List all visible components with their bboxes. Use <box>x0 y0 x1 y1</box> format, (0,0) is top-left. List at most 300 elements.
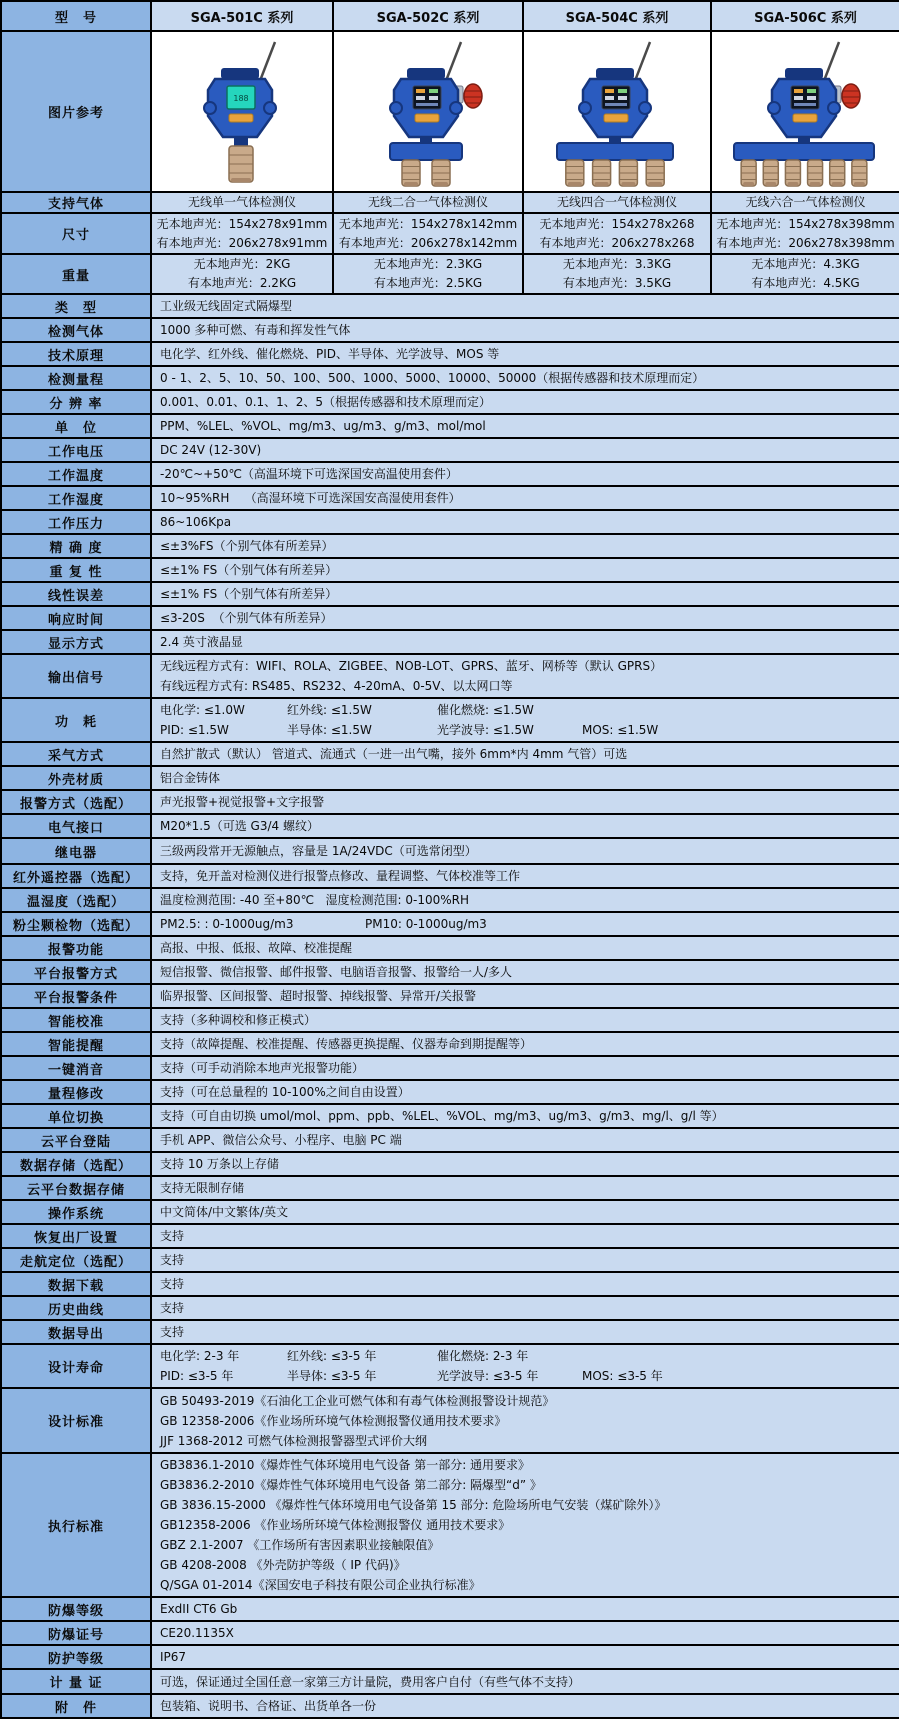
spec-value-line: 支持（多种调校和修正模式） <box>160 1013 317 1027</box>
spec-value-line: DC 24V (12-30V) <box>160 443 262 457</box>
row-label: 重量 <box>1 254 151 294</box>
spec-value-cell <box>333 192 523 213</box>
spec-value-cell <box>151 582 899 606</box>
sensor-cylinder-icon <box>619 160 637 186</box>
row-label: 设计寿命 <box>1 1344 151 1388</box>
spec-value-cell <box>151 1176 899 1200</box>
spec-value-cell <box>151 1669 899 1694</box>
row-label: 工作电压 <box>1 438 151 462</box>
spec-value-line: 1000 多种可燃、有毒和挥发性气体 <box>160 323 351 337</box>
row-label: 平台报警方式 <box>1 960 151 984</box>
spec-value-line: 有本地声光：206x278x398mm <box>716 235 895 250</box>
row-label: 操作系统 <box>1 1200 151 1224</box>
spec-value-line: GB3836.1-2010《爆炸性气体环境用电气设备 第一部分: 通用要求》 <box>160 1458 531 1472</box>
product-image-cell <box>523 31 711 192</box>
table-row <box>1 1597 899 1621</box>
spec-value-line: GB 4208-2008 《外壳防护等级（ IP 代码)》 <box>160 1558 406 1572</box>
spec-value-cell <box>151 742 899 766</box>
spec-value-line: ≤±1% FS（个别气体有所差异） <box>160 563 338 577</box>
table-row <box>1 213 899 254</box>
spec-value-line: 支持，免开盖对检测仪进行报警点修改、量程调整、气体校准等工作 <box>160 869 521 883</box>
spec-value-cell <box>151 912 899 936</box>
row-label: 采气方式 <box>1 742 151 766</box>
table-row <box>1 864 899 888</box>
spec-value-line: 无线远程方式有：WIFI、ROLA、ZIGBEE、NOB-LOT、GPRS、蓝牙、网桥等（默认 GPRS） <box>160 659 663 673</box>
manifold <box>390 143 462 160</box>
spec-value-line: 无本地声光：2KG <box>193 257 291 271</box>
table-row <box>1 936 899 960</box>
row-label: 重 复 性 <box>1 558 151 582</box>
spec-value-segment: PID: ≤1.5W <box>160 723 229 737</box>
table-row <box>1 814 899 838</box>
spec-value-line: 包装箱、说明书、合格证、出货单各一份 <box>160 1699 377 1713</box>
table-row <box>1 1128 899 1152</box>
spec-value-cell <box>151 462 899 486</box>
model-header: SGA-506C 系列 <box>711 1 899 31</box>
table-row <box>1 31 899 192</box>
spec-value-segment: 光学波导: ≤3-5 年 <box>437 1369 539 1383</box>
wireless-4in1-gas-detector-image <box>529 36 705 188</box>
spec-value-line: 支持（可自由切换 umol/mol、ppm、ppb、%LEL、%VOL、mg/m3、ug/m3、g/m3、mg/l、g/l 等） <box>160 1109 724 1123</box>
spec-value-cell <box>151 654 899 698</box>
spec-value-cell <box>151 254 333 294</box>
row-label: 历史曲线 <box>1 1296 151 1320</box>
spec-value-cell <box>523 213 711 254</box>
table-row <box>1 1176 899 1200</box>
table-row <box>1 1645 899 1669</box>
spec-value-line <box>160 914 899 934</box>
spec-value-cell <box>151 414 899 438</box>
spec-value-cell <box>151 192 333 213</box>
spec-value-cell <box>151 698 899 742</box>
spec-value-line: 支持（可在总量程的 10-100%之间自由设置） <box>160 1085 410 1099</box>
spec-value-line: 无本地声光：154x278x398mm <box>716 216 895 231</box>
spec-value-cell <box>151 1296 899 1320</box>
row-label: 红外遥控器（选配） <box>1 864 151 888</box>
table-row <box>1 254 899 294</box>
table-row <box>1 438 899 462</box>
model-header: SGA-504C 系列 <box>523 1 711 31</box>
product-image-cell <box>151 31 333 192</box>
spec-value-line: 无本地声光：154x278x142mm <box>338 216 518 231</box>
row-label: 防护等级 <box>1 1645 151 1669</box>
row-label: 分 辨 率 <box>1 390 151 414</box>
table-row <box>1 462 899 486</box>
row-label: 单位切换 <box>1 1104 151 1128</box>
table-row <box>1 630 899 654</box>
model-header: SGA-502C 系列 <box>333 1 523 31</box>
spec-value-line: 有本地声光：2.5KG <box>373 276 483 290</box>
table-row <box>1 510 899 534</box>
spec-value-line: 高报、中报、低报、故障、校准提醒 <box>160 941 353 955</box>
row-label: 尺寸 <box>1 213 151 254</box>
spec-value-cell <box>151 1200 899 1224</box>
spec-value-line: 自然扩散式（默认） 管道式、流通式（一进一出气嘴，接外 6mm*内 4mm 气管）可选 <box>160 747 628 761</box>
spec-value-segment: 催化燃烧: ≤1.5W <box>437 703 534 717</box>
table-row <box>1 1272 899 1296</box>
row-label: 走航定位（选配） <box>1 1248 151 1272</box>
spec-value-line: 无线六合一气体检测仪 <box>745 195 866 209</box>
spec-value-line: 支持无限制存储 <box>160 1181 245 1195</box>
table-row <box>1 294 899 318</box>
table-row <box>1 1008 899 1032</box>
spec-value-segment: 催化燃烧: 2-3 年 <box>437 1349 529 1363</box>
row-label: 防爆证号 <box>1 1621 151 1645</box>
table-row <box>1 1152 899 1176</box>
row-label: 单 位 <box>1 414 151 438</box>
spec-value-line: 2.4 英寸液晶显 <box>160 635 243 649</box>
row-label: 数据下载 <box>1 1272 151 1296</box>
row-label: 数据导出 <box>1 1320 151 1344</box>
row-label: 电气接口 <box>1 814 151 838</box>
spec-value-line: 三级两段常开无源触点，容量是 1A/24VDC（可选常闭型） <box>160 844 477 858</box>
table-row <box>1 838 899 864</box>
table-row <box>1 366 899 390</box>
row-label: 继电器 <box>1 838 151 864</box>
spec-value-line <box>160 1366 899 1386</box>
row-label: 报警方式（选配） <box>1 790 151 814</box>
spec-value-line: 支持（故障提醒、校准提醒、传感器更换提醒、仪器寿命到期提醒等） <box>160 1037 533 1051</box>
spec-value-cell <box>151 366 899 390</box>
spec-value-segment: PM10: 0-1000ug/m3 <box>365 917 487 931</box>
spec-value-line: 无线二合一气体检测仪 <box>367 195 488 209</box>
spec-value-line: 支持（可手动消除本地声光报警功能） <box>160 1061 365 1075</box>
row-label: 量程修改 <box>1 1080 151 1104</box>
spec-value-cell <box>151 1080 899 1104</box>
table-row <box>1 912 899 936</box>
spec-value-line: 声光报警+视觉报警+文字报警 <box>160 795 325 809</box>
spec-value-line: 86~106Kpa <box>160 515 232 529</box>
spec-value-line: JJF 1368-2012 可燃气体检测报警器型式评价大纲 <box>160 1433 428 1448</box>
row-label: 响应时间 <box>1 606 151 630</box>
spec-value-line: 0.001、0.01、0.1、1、2、5（根据传感器和技术原理而定） <box>160 395 492 409</box>
table-row <box>1 766 899 790</box>
spec-value-cell <box>151 1248 899 1272</box>
spec-value-line: 无线四合一气体检测仪 <box>556 195 677 209</box>
spec-value-segment: 光学波导: ≤1.5W <box>437 723 534 737</box>
row-label: 计 量 证 <box>1 1669 151 1694</box>
spec-value-line: 铝合金铸体 <box>160 771 221 785</box>
sensor-cylinder-icon <box>646 160 664 186</box>
detector-body <box>768 68 840 137</box>
row-label: 类 型 <box>1 294 151 318</box>
spec-value-line <box>160 720 899 740</box>
spec-value-cell <box>151 630 899 654</box>
row-label: 工作温度 <box>1 462 151 486</box>
sensor-cylinder-icon <box>741 160 756 186</box>
spec-value-segment: 红外线: ≤3-5 年 <box>287 1349 377 1363</box>
spec-value-line: 0 - 1、2、5、10、50、100、500、1000、5000、10000、50000（根据传感器和技术原理而定） <box>160 371 705 385</box>
spec-value-line: 有本地声光：206x278x268 <box>539 235 695 250</box>
row-label: 工作压力 <box>1 510 151 534</box>
table-row <box>1 606 899 630</box>
wireless-6in1-gas-detector-image <box>718 36 894 188</box>
table-row <box>1 390 899 414</box>
row-label: 技术原理 <box>1 342 151 366</box>
row-label: 检测气体 <box>1 318 151 342</box>
model-header: SGA-501C 系列 <box>151 1 333 31</box>
table-row <box>1 486 899 510</box>
spec-value-line: 临界报警、区间报警、超时报警、掉线报警、异常开/关报警 <box>160 989 477 1003</box>
spec-value-line: 电化学、红外线、催化燃烧、PID、半导体、光学波导、MOS 等 <box>160 347 500 361</box>
table-row <box>1 1200 899 1224</box>
detector-body <box>390 68 462 137</box>
table-row <box>1 1621 899 1645</box>
spec-value-cell <box>151 510 899 534</box>
spec-value-cell <box>151 838 899 864</box>
spec-value-cell <box>151 1344 899 1388</box>
product-image-cell <box>711 31 899 192</box>
wireless-single-gas-detector-image <box>154 36 330 188</box>
spec-value-cell <box>711 192 899 213</box>
row-label: 温湿度（选配） <box>1 888 151 912</box>
spec-value-line: ExdII CT6 Gb <box>160 1602 238 1616</box>
manifold <box>734 143 874 160</box>
wireless-2in1-gas-detector-image <box>340 36 516 188</box>
spec-value-segment: PM2.5: : 0-1000ug/m3 <box>160 917 294 931</box>
spec-value-cell <box>151 1032 899 1056</box>
table-row <box>1 1669 899 1694</box>
spec-value-cell <box>151 390 899 414</box>
table-row <box>1 342 899 366</box>
table-row <box>1 1248 899 1272</box>
spec-value-cell <box>151 814 899 838</box>
table-row <box>1 698 899 742</box>
spec-value-line: 有本地声光：2.2KG <box>187 276 297 290</box>
spec-value-cell <box>151 1453 899 1597</box>
row-label: 执行标准 <box>1 1453 151 1597</box>
row-label: 精 确 度 <box>1 534 151 558</box>
spec-value-cell <box>151 606 899 630</box>
spec-value-line: GB 12358-2006《作业场所环境气体检测报警仪通用技术要求》 <box>160 1413 507 1428</box>
spec-value-line: 无本地声光：2.3KG <box>373 257 483 271</box>
spec-value-segment: 半导体: ≤1.5W <box>287 723 372 737</box>
spec-value-cell <box>151 486 899 510</box>
spec-value-cell <box>151 438 899 462</box>
spec-value-cell <box>151 1104 899 1128</box>
spec-value-cell <box>333 254 523 294</box>
table-row <box>1 534 899 558</box>
spec-value-line: 无本地声光：3.3KG <box>562 257 672 271</box>
row-label: 工作湿度 <box>1 486 151 510</box>
spec-value-line: M20*1.5（可选 G3/4 螺纹） <box>160 819 319 833</box>
spec-value-segment: 电化学: 2-3 年 <box>160 1349 240 1363</box>
spec-value-line: 有本地声光：206x278x91mm <box>156 235 328 250</box>
detector-body <box>204 68 276 137</box>
spec-value-line: IP67 <box>160 1650 187 1664</box>
spec-value-line: 支持 <box>160 1229 185 1243</box>
spec-value-line: GB12358-2006 《作业场所环境气体检测报警仪 通用技术要求》 <box>160 1518 511 1532</box>
spec-value-cell <box>151 1320 899 1344</box>
table-row <box>1 1320 899 1344</box>
spec-value-segment: 半导体: ≤3-5 年 <box>287 1369 377 1383</box>
screen-reading: 188 <box>233 93 249 103</box>
table-row <box>1 888 899 912</box>
spec-value-segment: 电化学: ≤1.0W <box>160 703 245 717</box>
spec-value-cell <box>151 534 899 558</box>
table-row <box>1 960 899 984</box>
spec-value-line: 有线远程方式有: RS485、RS232、4-20mA、0-5V、以太网口等 <box>160 679 513 693</box>
spec-value-line: 无本地声光：154x278x268 <box>539 216 695 231</box>
spec-value-cell <box>151 1056 899 1080</box>
spec-value-line: CE20.1135X <box>160 1626 234 1640</box>
spec-value-cell <box>151 1645 899 1669</box>
sensor-cylinder-icon <box>763 160 778 186</box>
spec-value-cell <box>711 213 899 254</box>
table-row <box>1 1080 899 1104</box>
row-label: 支持气体 <box>1 192 151 213</box>
sensor-cylinder-icon <box>402 160 420 186</box>
spec-value-cell <box>151 1388 899 1453</box>
sensor-cylinder-icon <box>432 160 450 186</box>
spec-value-segment: PID: ≤3-5 年 <box>160 1369 234 1383</box>
spec-value-line: 无本地声光：154x278x91mm <box>156 216 328 231</box>
spec-value-cell <box>151 213 333 254</box>
sensor-cylinder-icon <box>566 160 584 186</box>
row-label: 恢复出厂设置 <box>1 1224 151 1248</box>
spec-value-cell <box>523 192 711 213</box>
table-row <box>1 1344 899 1388</box>
spec-value-line <box>160 1346 899 1366</box>
spec-value-line: GBZ 2.1-2007 《工作场所有害因素职业接触限值》 <box>160 1538 440 1552</box>
row-label: 报警功能 <box>1 936 151 960</box>
row-label: 显示方式 <box>1 630 151 654</box>
table-row <box>1 1388 899 1453</box>
spec-value-segment: 红外线: ≤1.5W <box>287 703 372 717</box>
spec-value-line: 有本地声光：206x278x142mm <box>338 235 518 250</box>
spec-value-line: 有本地声光：3.5KG <box>562 276 672 290</box>
row-label: 设计标准 <box>1 1388 151 1453</box>
spec-value-cell <box>151 294 899 318</box>
sensor-cylinder-icon <box>785 160 800 186</box>
spec-value-line: GB 50493-2019《石油化工企业可燃气体和有毒气体检测报警设计规范》 <box>160 1393 555 1408</box>
row-label: 图片参考 <box>1 31 151 192</box>
table-row <box>1 742 899 766</box>
spec-value-line: 温度检测范围: -40 至+80℃ 湿度检测范围: 0-100%RH <box>160 893 470 907</box>
row-label: 粉尘颗检物（选配） <box>1 912 151 936</box>
spec-value-cell <box>151 1008 899 1032</box>
spec-value-line: 支持 <box>160 1277 185 1291</box>
spec-value-line: 中文简体/中文繁体/英文 <box>160 1205 289 1219</box>
spec-value-line: 无本地声光：4.3KG <box>751 257 860 271</box>
spec-value-line: ≤3-20S （个别气体有所差异） <box>160 611 333 625</box>
table-row <box>1 1032 899 1056</box>
detector-body <box>579 68 651 137</box>
spec-value-cell <box>151 766 899 790</box>
spec-value-cell <box>333 213 523 254</box>
spec-value-line: 短信报警、微信报警、邮件报警、电脑语音报警、报警给一人/多人 <box>160 965 513 979</box>
table-row <box>1 1104 899 1128</box>
table-row <box>1 318 899 342</box>
spec-value-cell <box>151 558 899 582</box>
spec-value-cell <box>151 1272 899 1296</box>
spec-value-cell <box>151 864 899 888</box>
spec-value-line: ≤±1% FS（个别气体有所差异） <box>160 587 338 601</box>
spec-value-line: 工业级无线固定式隔爆型 <box>160 299 293 313</box>
table-row <box>1 654 899 698</box>
spec-value-line: 无线单一气体检测仪 <box>187 195 296 209</box>
table-row <box>1 1056 899 1080</box>
product-image-cell <box>333 31 523 192</box>
table-row <box>1 582 899 606</box>
spec-value-segment: MOS: ≤1.5W <box>582 723 659 737</box>
spec-value-line: 支持 <box>160 1301 185 1315</box>
row-label: 智能提醒 <box>1 1032 151 1056</box>
spec-value-line: 可选，保证通过全国任意一家第三方计量院，费用客户自付（有些气体不支持） <box>160 1674 581 1689</box>
row-label: 云平台数据存储 <box>1 1176 151 1200</box>
spec-value-cell <box>151 318 899 342</box>
row-label: 外壳材质 <box>1 766 151 790</box>
spec-value-cell <box>151 1128 899 1152</box>
spec-value-cell <box>151 1224 899 1248</box>
row-label: 平台报警条件 <box>1 984 151 1008</box>
row-label: 型 号 <box>1 1 151 31</box>
spec-value-line: -20℃~+50℃（高温环境下可选深国安高温使用套件） <box>160 467 458 481</box>
spec-value-line: 有本地声光：4.5KG <box>751 276 860 290</box>
manifold <box>557 143 673 160</box>
spec-value-line: 支持 <box>160 1325 185 1339</box>
spec-value-line: 10~95%RH （高湿环境下可选深国安高湿使用套件） <box>160 491 461 505</box>
table-row <box>1 790 899 814</box>
spec-value-line <box>160 700 899 720</box>
spec-value-cell <box>151 888 899 912</box>
sensor-cylinder-icon <box>807 160 822 186</box>
table-row <box>1 1296 899 1320</box>
spec-value-line: GB 3836.15-2000 《爆炸性气体环境用电气设备第 15 部分: 危险场所电气安装（煤矿除外）》 <box>160 1498 667 1512</box>
sensor-cylinder-icon <box>851 160 866 186</box>
spec-value-cell <box>151 790 899 814</box>
spec-value-cell <box>151 342 899 366</box>
row-label: 数据存储（选配） <box>1 1152 151 1176</box>
table-row <box>1 1224 899 1248</box>
sensor-cylinder-icon <box>229 146 253 182</box>
spec-value-cell <box>151 1152 899 1176</box>
table-row <box>1 1694 899 1718</box>
spec-value-line: Q/SGA 01-2014《深国安电子科技有限公司企业执行标准》 <box>160 1578 481 1592</box>
row-label: 云平台登陆 <box>1 1128 151 1152</box>
row-label: 附 件 <box>1 1694 151 1718</box>
spec-value-line: ≤±3%FS（个别气体有所差异） <box>160 539 334 553</box>
spec-value-cell <box>523 254 711 294</box>
sensor-cylinder-icon <box>593 160 611 186</box>
sensor-cylinder-icon <box>829 160 844 186</box>
spec-value-line: PPM、%LEL、%VOL、mg/m3、ug/m3、g/m3、mol/mol <box>160 419 486 433</box>
spec-value-cell <box>151 960 899 984</box>
table-row <box>1 558 899 582</box>
row-label: 输出信号 <box>1 654 151 698</box>
row-label: 线性误差 <box>1 582 151 606</box>
spec-value-line: 支持 10 万条以上存储 <box>160 1157 279 1171</box>
table-row <box>1 1 899 31</box>
table-row <box>1 414 899 438</box>
table-row <box>1 1453 899 1597</box>
spec-value-line: 手机 APP、微信公众号、小程序、电脑 PC 端 <box>160 1133 402 1147</box>
spec-value-cell <box>151 936 899 960</box>
spec-value-cell <box>711 254 899 294</box>
row-label: 防爆等级 <box>1 1597 151 1621</box>
table-row <box>1 984 899 1008</box>
spec-value-cell <box>151 984 899 1008</box>
spec-value-line: 支持 <box>160 1253 185 1267</box>
row-label: 智能校准 <box>1 1008 151 1032</box>
row-label: 一键消音 <box>1 1056 151 1080</box>
spec-value-line: GB3836.2-2010《爆炸性气体环境用电气设备 第二部分: 隔爆型“d” 》 <box>160 1478 542 1492</box>
row-label: 功 耗 <box>1 698 151 742</box>
table-row <box>1 192 899 213</box>
spec-value-cell <box>151 1597 899 1621</box>
spec-value-cell <box>151 1694 899 1718</box>
spec-value-cell <box>151 1621 899 1645</box>
